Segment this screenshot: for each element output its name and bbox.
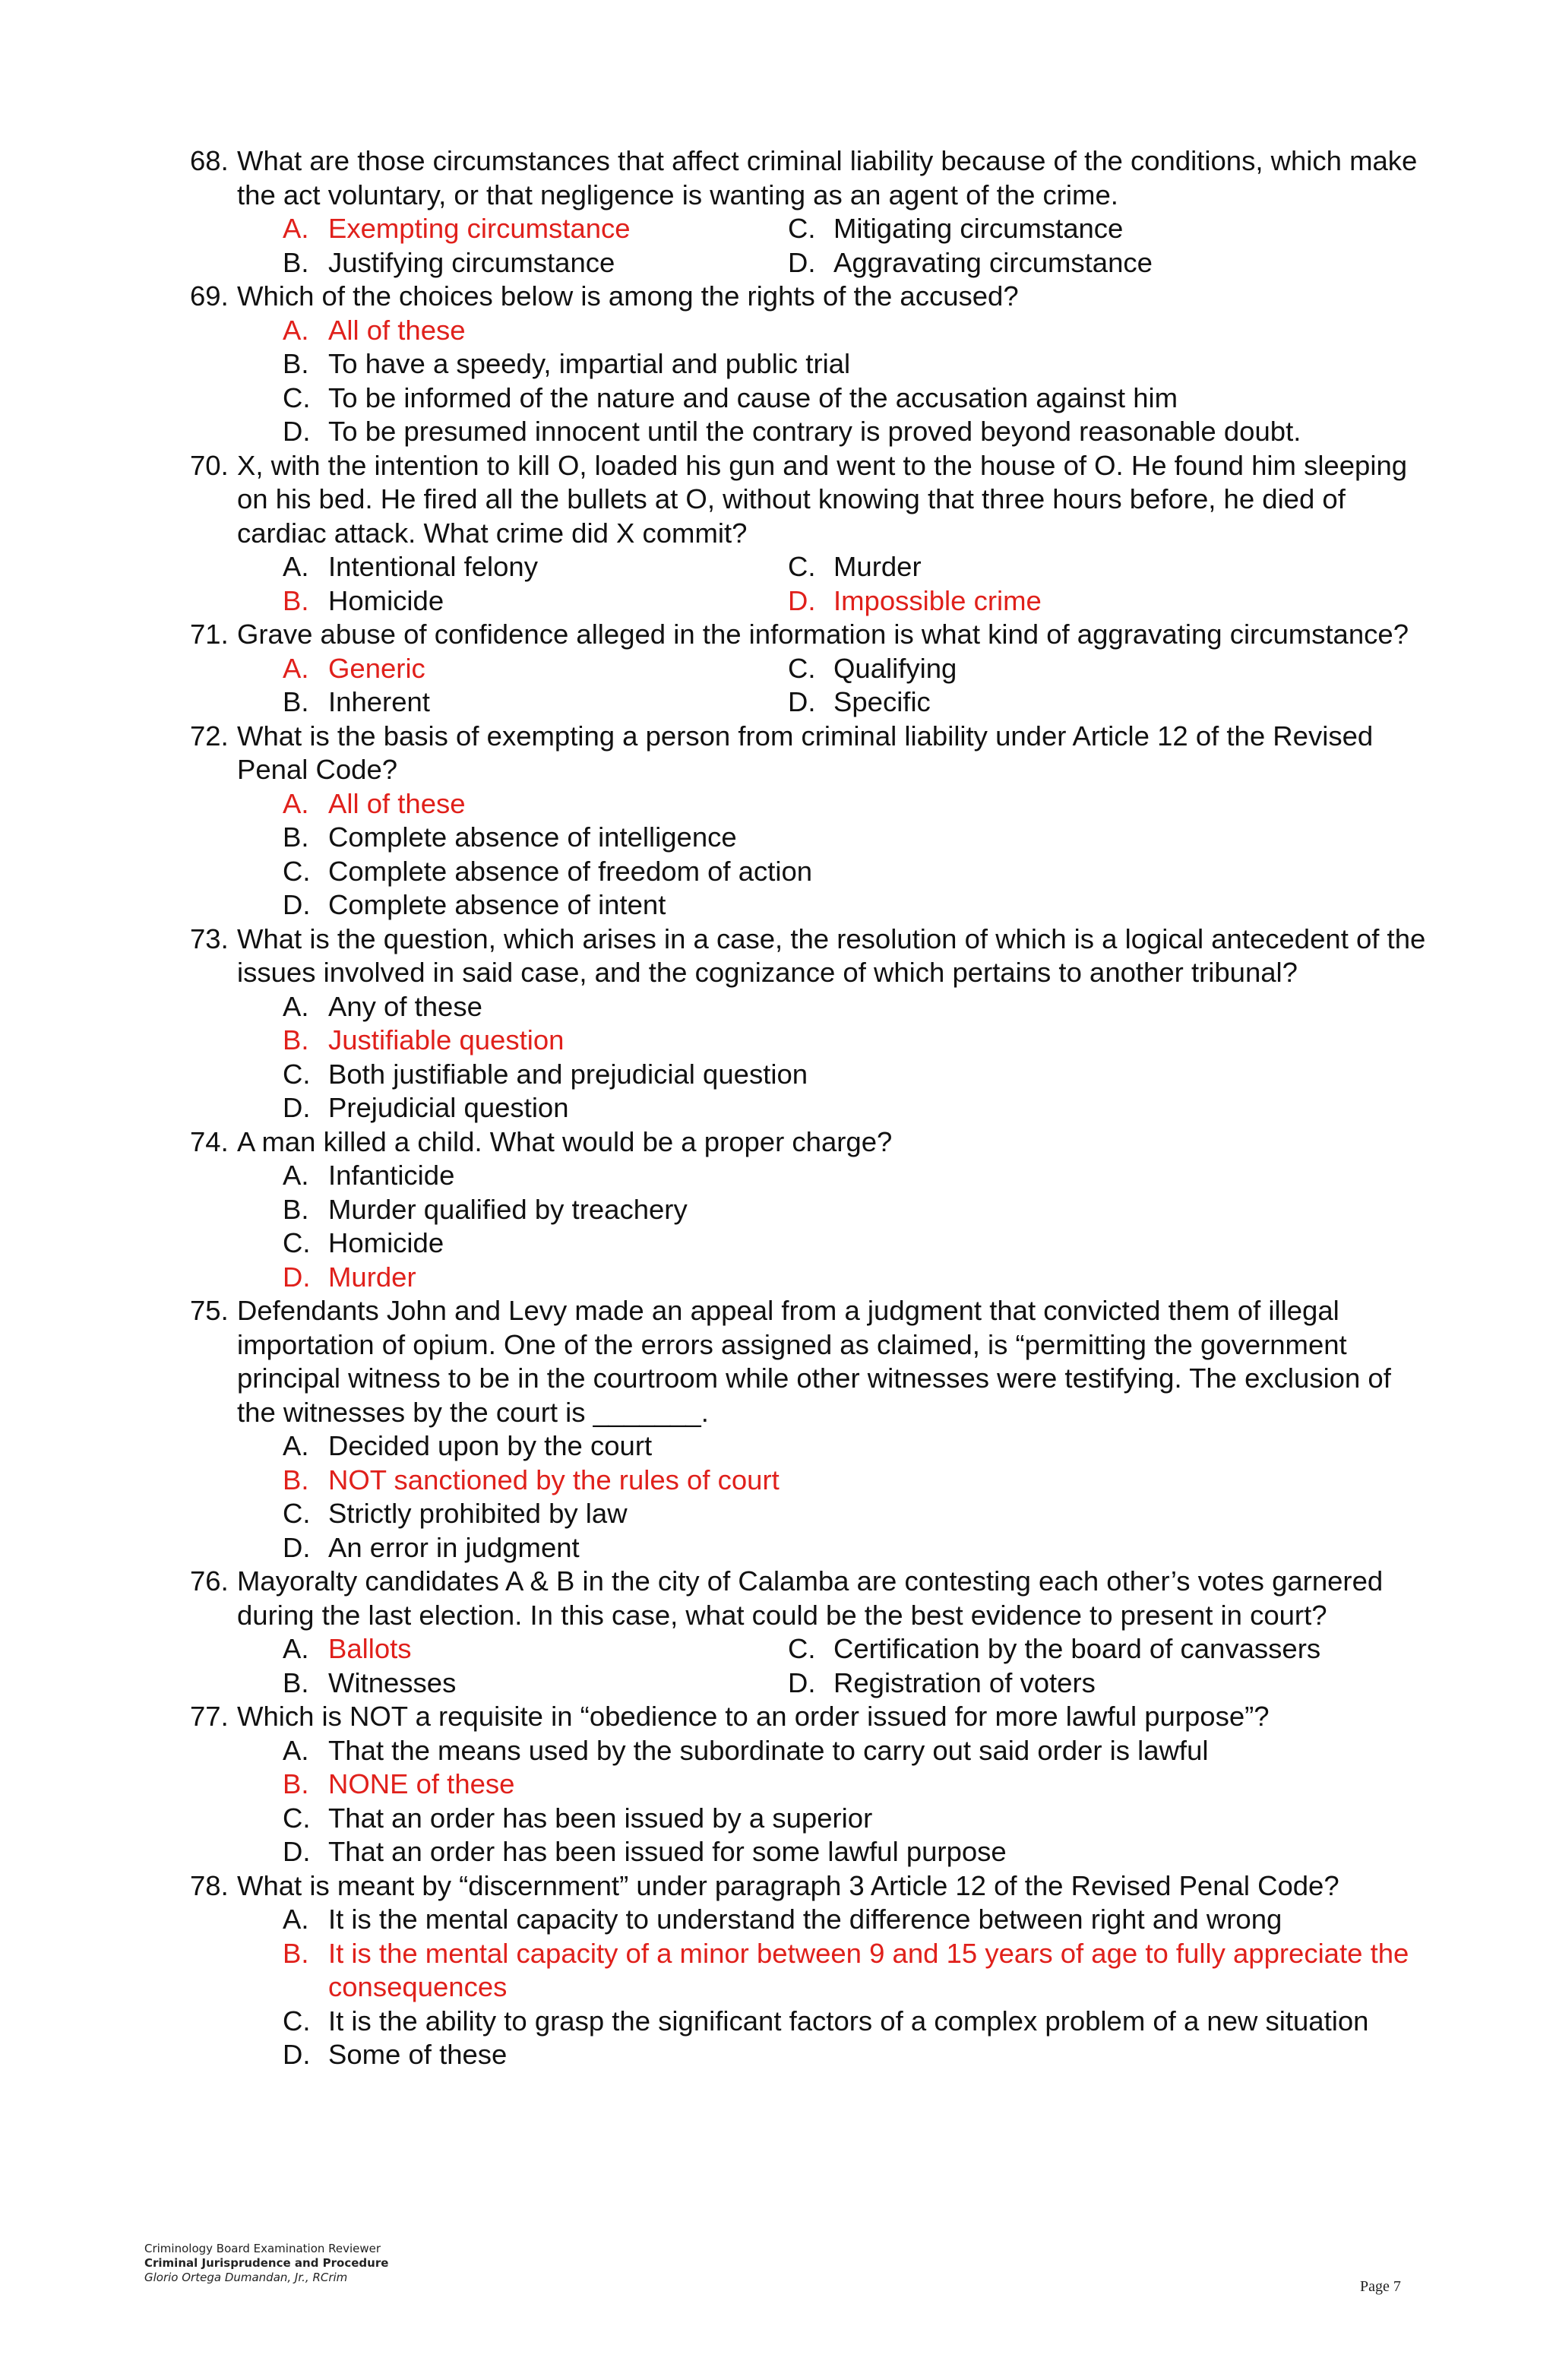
choice-text: It is the ability to grasp the significant factors of a complex problem of a new situation: [328, 2005, 1369, 2037]
choice-row: [283, 584, 1436, 619]
choice-correct: [283, 787, 1436, 821]
choice-text: Qualifying: [833, 652, 957, 684]
choice-letter: A.: [283, 1904, 309, 1935]
choice-list: [237, 1734, 1436, 1869]
choice: [283, 1531, 1436, 1565]
question-number: 70.: [190, 449, 229, 481]
choice-text: Witnesses: [328, 1666, 457, 1698]
choice-letter: B.: [283, 1024, 309, 1055]
choice-letter: D.: [283, 1836, 311, 1867]
choice: [283, 1835, 1436, 1869]
choice: [283, 2038, 1436, 2072]
choice-text: Infanticide: [328, 1160, 455, 1191]
choice-text: That the means used by the subordinate to carry out said order is lawful: [328, 1734, 1209, 1766]
question-item: [190, 144, 1436, 280]
question-text: A man killed a child. What would be a proper charge?: [237, 1125, 893, 1157]
choice-text: Some of these: [328, 2039, 508, 2070]
choice: [283, 855, 1436, 889]
choice-correct: [283, 314, 1436, 348]
choice: [283, 1802, 1436, 1836]
choice: [283, 415, 1436, 449]
choice-text: Both justifiable and prejudicial question: [328, 1058, 808, 1090]
choice-letter: C.: [283, 381, 311, 413]
choice-correct: [788, 584, 1042, 619]
question-text: Mayoralty candidates A & B in the city of Calamba are contesting each other’s votes garnered during the last election. In this case, what could be the best evidence to present in court?: [237, 1565, 1384, 1631]
choice-text: Murder: [328, 1261, 416, 1293]
choice-correct: [283, 1464, 1436, 1498]
choice: [788, 1666, 1096, 1701]
question-text: Grave abuse of confidence alleged in the information is what kind of aggravating circumstance?: [237, 619, 1409, 650]
choice-list: [237, 550, 1436, 618]
choice-text: Generic: [328, 652, 425, 684]
choice-text: Murder: [833, 551, 922, 582]
choice-letter: A.: [283, 551, 309, 582]
choice: [283, 1193, 1436, 1227]
choice-text: To be informed of the nature and cause of the accusation against him: [328, 381, 1178, 413]
choice-text: Prejudicial question: [328, 1092, 569, 1123]
choice: [283, 1666, 788, 1701]
choice-row: [283, 1632, 1436, 1666]
choice: [283, 888, 1436, 923]
choice-text: That an order has been issued by a superior: [328, 1802, 873, 1834]
choice-text: All of these: [328, 787, 466, 819]
question-number: 68.: [190, 145, 229, 176]
choice-letter: D.: [788, 1666, 816, 1698]
choice-text: It is the mental capacity of a minor between 9 and 15 years of age to fully appreciate the consequences: [328, 1937, 1409, 2002]
choice-list: [237, 990, 1436, 1125]
footer-author: Glorio Ortega Dumandan, Jr., RCrim: [144, 2271, 348, 2284]
choice: [788, 1632, 1320, 1666]
choice: [283, 1159, 1436, 1193]
choice-text: Inherent: [328, 686, 430, 717]
choice-text: To be presumed innocent until the contrary is proved beyond reasonable doubt.: [328, 416, 1301, 447]
choice: [283, 1058, 1436, 1092]
choice-letter: A.: [283, 787, 309, 819]
question-item: [190, 449, 1436, 619]
choice: [283, 246, 788, 280]
choice-letter: A.: [283, 1734, 309, 1766]
choice-correct: [283, 652, 788, 686]
choice-letter: B.: [283, 1193, 309, 1225]
choice-text: To have a speedy, impartial and public trial: [328, 348, 851, 379]
question-item: [190, 1294, 1436, 1565]
choice: [283, 990, 1436, 1024]
choice-letter: B.: [283, 1666, 309, 1698]
choice-text: All of these: [328, 314, 466, 346]
question-number: 74.: [190, 1125, 229, 1157]
choice-text: Complete absence of freedom of action: [328, 855, 813, 887]
choice-text: Ballots: [328, 1633, 412, 1664]
question-text: Defendants John and Levy made an appeal from a judgment that convicted them of illegal importation of opium. One of the errors assigned as claimed, is “permitting the government principal witness to be in the courtroom while other witnesses were testifying. The exclusion of the witnesses by the court is _______.: [237, 1295, 1391, 1428]
question-number: 75.: [190, 1295, 229, 1326]
choice-letter: B.: [283, 821, 309, 853]
choice-text: An error in judgment: [328, 1531, 580, 1563]
choice-text: Impossible crime: [833, 584, 1042, 616]
choice-text: Intentional felony: [328, 551, 538, 582]
choice-list: [237, 314, 1436, 449]
choice-letter: D.: [788, 246, 816, 278]
choice-letter: B.: [283, 1464, 309, 1495]
question-item: [190, 1125, 1436, 1295]
choice-text: NOT sanctioned by the rules of court: [328, 1464, 780, 1495]
choice-text: Mitigating circumstance: [833, 213, 1124, 244]
question-item: [190, 1565, 1436, 1700]
choice-letter: C.: [788, 213, 816, 244]
choice: [283, 1226, 1436, 1261]
choice-letter: A.: [283, 1160, 309, 1191]
choice-row: [283, 1666, 1436, 1701]
choice-row: [283, 652, 1436, 686]
choice-text: Decided upon by the court: [328, 1430, 653, 1461]
question-item: [190, 1869, 1436, 2072]
choice-row: [283, 550, 1436, 584]
choice-row: [283, 246, 1436, 280]
choice-letter: D.: [283, 889, 311, 920]
choice-letter: D.: [283, 416, 311, 447]
choice-text: That an order has been issued for some lawful purpose: [328, 1836, 1007, 1867]
choice-correct: [283, 1768, 1436, 1802]
choice-letter: A.: [283, 990, 309, 1022]
choice-letter: C.: [283, 1498, 311, 1529]
question-number: 73.: [190, 923, 229, 954]
choice-letter: B.: [283, 1768, 309, 1799]
question-item: [190, 1700, 1436, 1869]
choice-row: [283, 212, 1436, 246]
question-number: 78.: [190, 1869, 229, 1901]
choice-text: Specific: [833, 686, 931, 717]
question-text: What is meant by “discernment” under paragraph 3 Article 12 of the Revised Penal Code?: [237, 1869, 1339, 1901]
choice-letter: B.: [283, 348, 309, 379]
choice-correct: [283, 1261, 1436, 1295]
question-item: [190, 618, 1436, 720]
choice: [283, 584, 788, 619]
choice-text: It is the mental capacity to understand the difference between right and wrong: [328, 1904, 1282, 1935]
choice: [283, 1091, 1436, 1125]
choice-letter: C.: [283, 855, 311, 887]
choice-letter: A.: [283, 213, 309, 244]
question-text: X, with the intention to kill O, loaded his gun and went to the house of O. He found him sleeping on his bed. He fired all the bullets at O, without knowing that three hours before, he died of cardiac attack. What crime did X commit?: [237, 449, 1408, 549]
choice-letter: A.: [283, 652, 309, 684]
choice-row: [283, 685, 1436, 720]
choice-text: Justifying circumstance: [328, 246, 615, 278]
choice: [788, 246, 1153, 280]
choice-letter: D.: [788, 686, 816, 717]
question-text: What are those circumstances that affect criminal liability because of the conditions, which make the act voluntary, or that negligence is wanting as an agent of the crime.: [237, 145, 1418, 210]
question-text: What is the basis of exempting a person from criminal liability under Article 12 of the Revised Penal Code?: [237, 720, 1374, 785]
choice-list: [237, 787, 1436, 923]
choice-letter: B.: [283, 1937, 309, 1969]
choice-list: [237, 1632, 1436, 1700]
question-number: 71.: [190, 619, 229, 650]
choice: [283, 1497, 1436, 1531]
choice-text: Homicide: [328, 584, 444, 616]
choice-letter: D.: [283, 1092, 311, 1123]
choice-letter: C.: [283, 1802, 311, 1834]
choice-letter: A.: [283, 1430, 309, 1461]
footer: [144, 2242, 388, 2285]
choice: [788, 212, 1123, 246]
choice-letter: D.: [283, 1261, 311, 1293]
choice-list: [237, 1159, 1436, 1294]
footer-subject: Criminal Jurisprudence and Procedure: [144, 2256, 389, 2270]
question-text: What is the question, which arises in a case, the resolution of which is a logical antecedent of the issues involved in said case, and the cognizance of which pertains to another tribunal?: [237, 923, 1426, 988]
choice-correct: [283, 212, 788, 246]
question-text: Which of the choices below is among the rights of the accused?: [237, 280, 1019, 312]
choice-correct: [283, 1632, 788, 1666]
choice-letter: A.: [283, 1633, 309, 1664]
question-number: 77.: [190, 1701, 229, 1732]
choice: [283, 1903, 1436, 1937]
choice-text: Exempting circumstance: [328, 213, 631, 244]
choice-text: Registration of voters: [833, 1666, 1096, 1698]
choice-letter: D.: [283, 2039, 311, 2070]
choice-list: [237, 212, 1436, 280]
choice-letter: C.: [283, 2005, 311, 2037]
choice-text: Justifiable question: [328, 1024, 565, 1055]
choice-text: Strictly prohibited by law: [328, 1498, 628, 1529]
choice-letter: C.: [283, 1227, 311, 1258]
choice-text: NONE of these: [328, 1768, 515, 1799]
page-number: Page 7: [1360, 2278, 1401, 2295]
choice-text: Complete absence of intelligence: [328, 821, 737, 853]
choice: [283, 685, 788, 720]
choice: [283, 821, 1436, 855]
choice: [788, 550, 922, 584]
choice: [283, 1734, 1436, 1768]
question-item: [190, 923, 1436, 1125]
choice-letter: B.: [283, 246, 309, 278]
choice-letter: D.: [788, 584, 816, 616]
choice: [283, 1429, 1436, 1464]
choice-text: Aggravating circumstance: [833, 246, 1153, 278]
question-number: 72.: [190, 720, 229, 752]
choice-correct: [283, 1937, 1436, 2005]
choice-letter: D.: [283, 1531, 311, 1563]
choice-letter: C.: [788, 1633, 816, 1664]
question-number: 69.: [190, 280, 229, 312]
choice-letter: C.: [283, 1058, 311, 1090]
question-number: 76.: [190, 1565, 229, 1597]
choice-letter: C.: [788, 551, 816, 582]
choice: [788, 652, 957, 686]
question-item: [190, 280, 1436, 449]
question-text: Which is NOT a requisite in “obedience to an order issued for more lawful purpose”?: [237, 1701, 1270, 1732]
choice-letter: B.: [283, 686, 309, 717]
choice-letter: C.: [788, 652, 816, 684]
question-item: [190, 720, 1436, 923]
choice-text: Certification by the board of canvassers: [833, 1633, 1321, 1664]
choice-letter: A.: [283, 314, 309, 346]
choice: [788, 685, 931, 720]
choice-letter: B.: [283, 584, 309, 616]
choice: [283, 2005, 1436, 2039]
choice-list: [237, 652, 1436, 720]
choice-text: Homicide: [328, 1227, 444, 1258]
choice-list: [237, 1903, 1436, 2072]
choice-list: [237, 1429, 1436, 1565]
question-list: [190, 144, 1436, 2072]
choice: [283, 550, 788, 584]
choice: [283, 381, 1436, 416]
choice: [283, 347, 1436, 381]
footer-reviewer-title: Criminology Board Examination Reviewer: [144, 2242, 381, 2255]
choice-correct: [283, 1024, 1436, 1058]
choice-text: Murder qualified by treachery: [328, 1193, 688, 1225]
choice-text: Complete absence of intent: [328, 889, 666, 920]
choice-text: Any of these: [328, 990, 482, 1022]
